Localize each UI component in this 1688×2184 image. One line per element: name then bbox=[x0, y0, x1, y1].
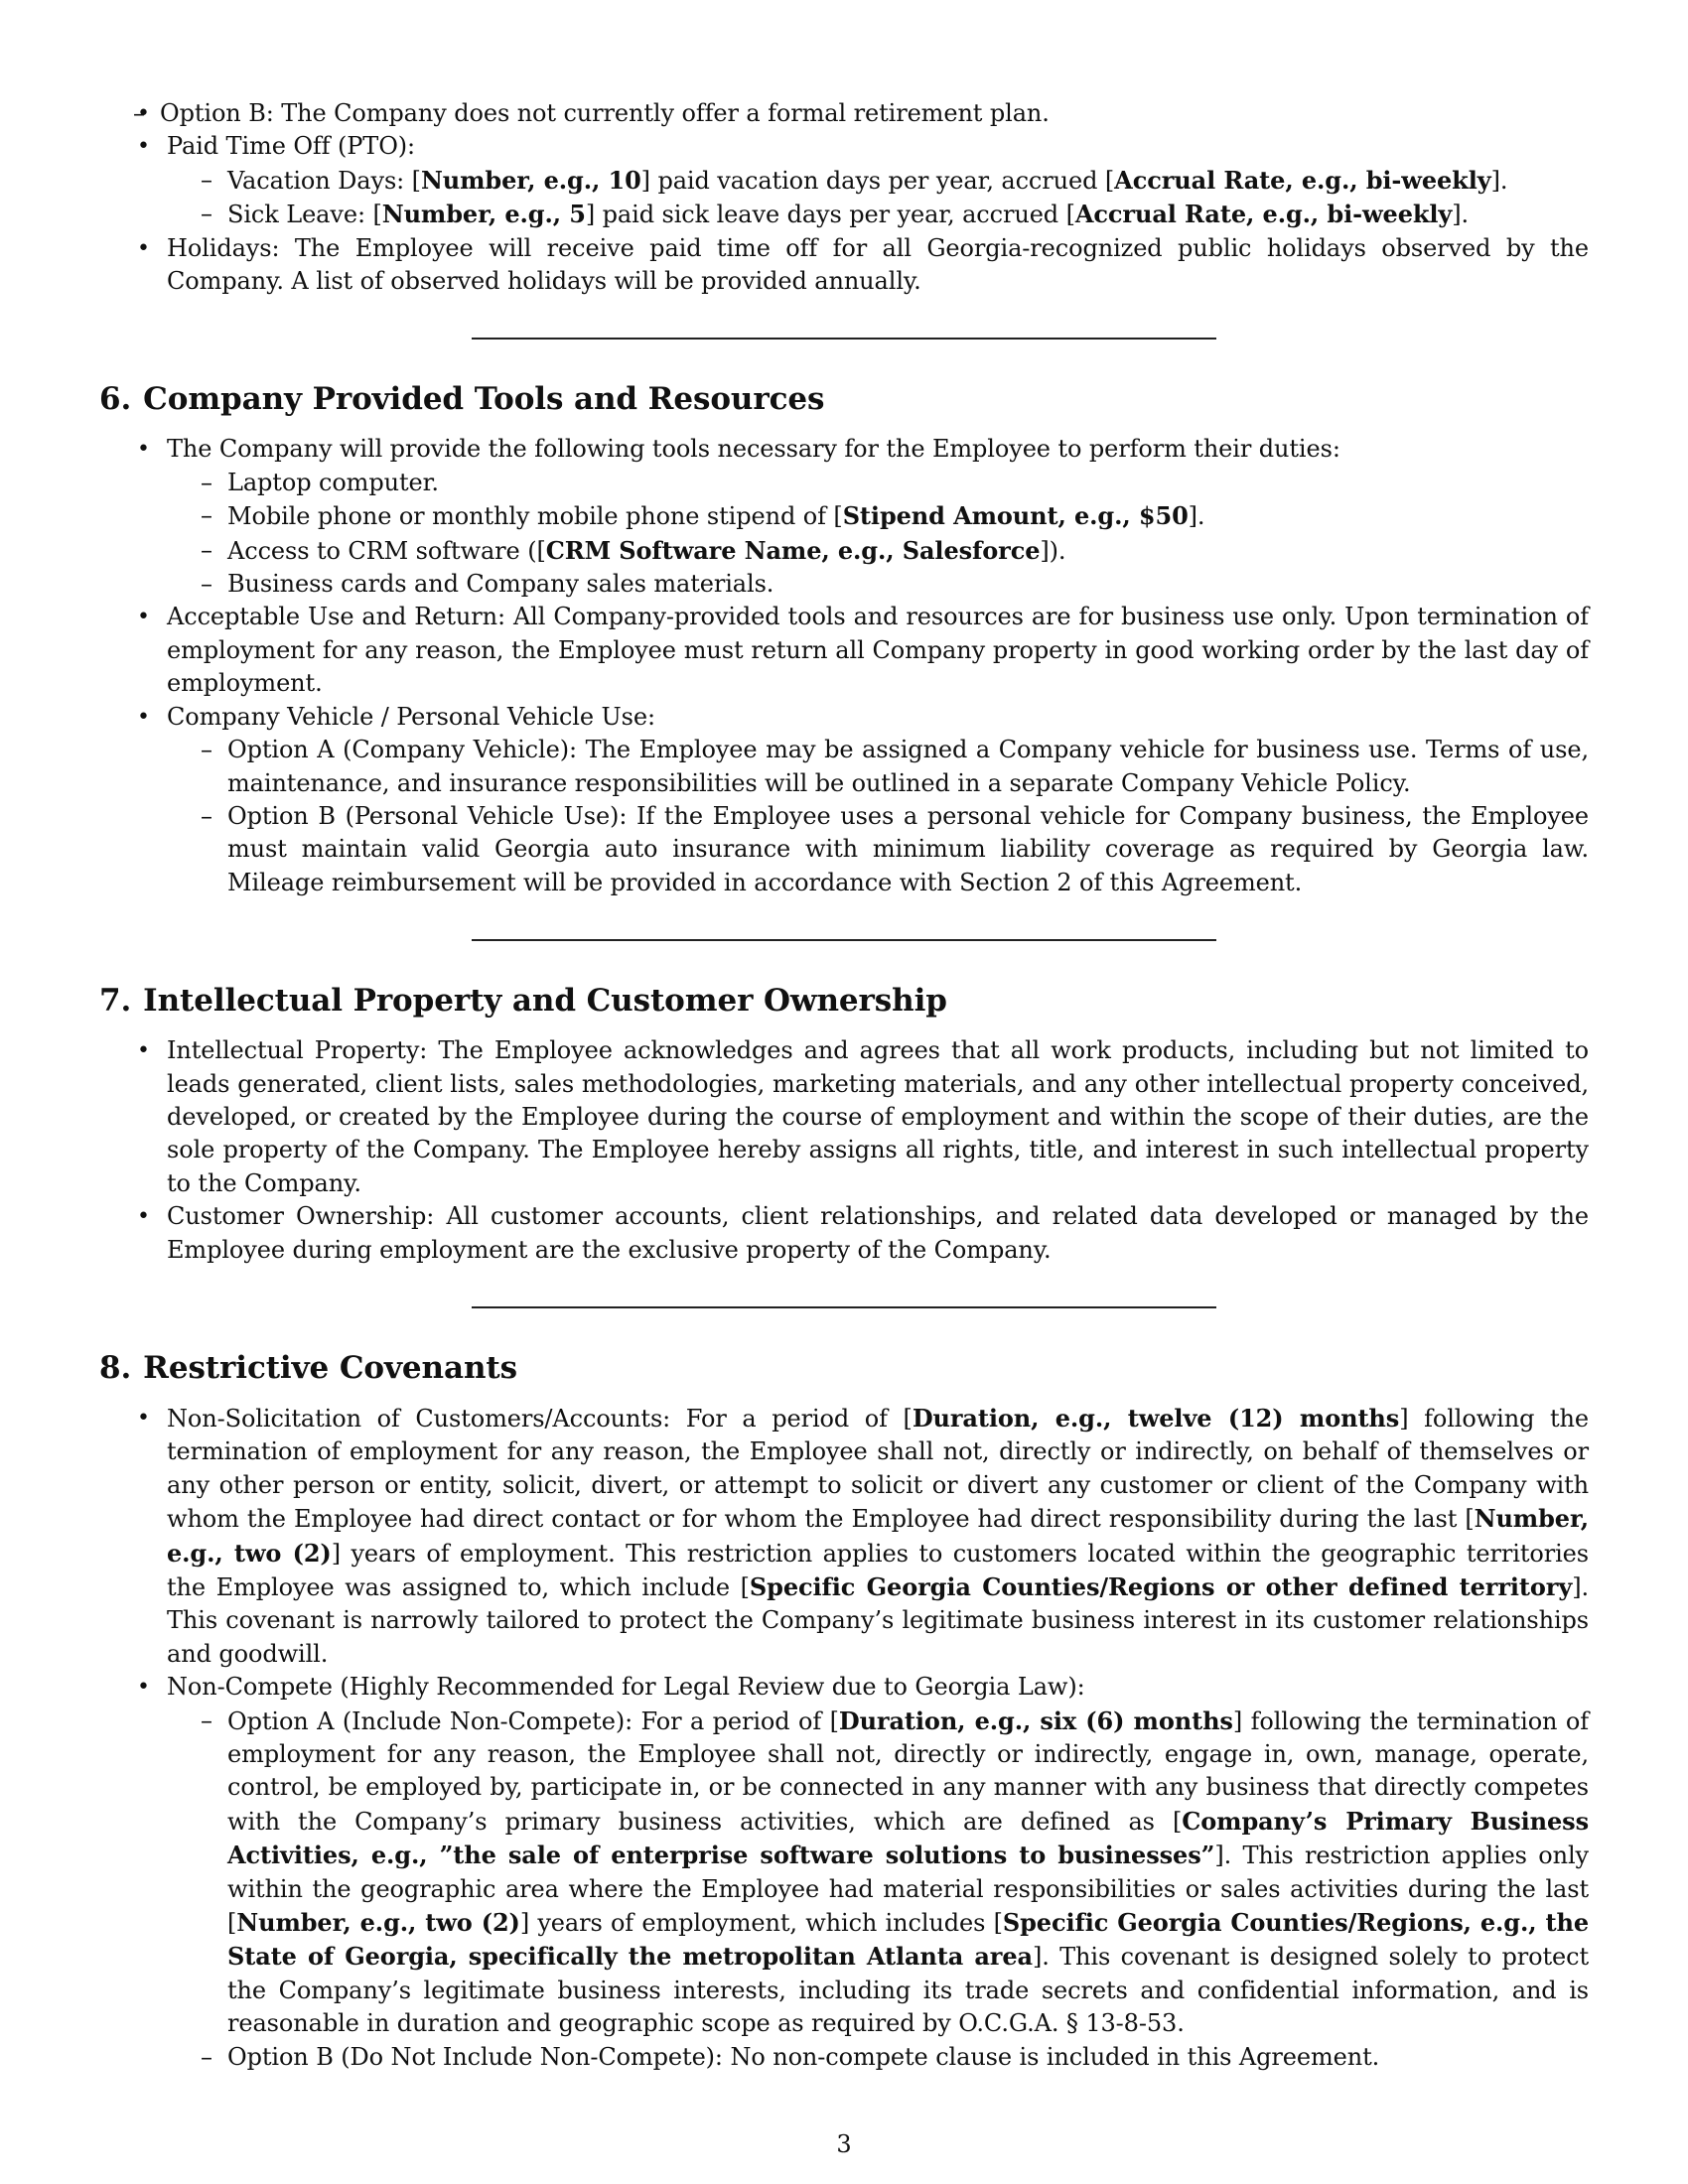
non-solicitation: • Non-Solicitation of Customers/Accounts: For a period of [Duration, e.g., twelve (12) months] following the termination of employment for any reason, the Employee shall not, directly or indirectly, on behalf of themselves or any other person or entity, solicit, divert, or attempt to solicit or divert any customer or client of the Company with whom the Employee had direct contact or for whom the Employee had direct responsibility during the last [Number, e.g., two (2)] years of employment. This restriction applies to customers located within the geographic territories the Employee was assigned to, which include [Specific Georgia Counties/Regions or other defined territory]. This covenant is narrowly tailored to protect the Company’s legitimate business interest in its customer relationships and goodwill. bbox=[99, 1402, 1589, 1671]
retirement-option-b: – • Option B: The Company does not currently offer a formal retirement plan. bbox=[99, 97, 1589, 130]
retirement-continuation bbox=[99, 97, 1589, 130]
vehicle-option-b: – Option B (Personal Vehicle Use): If the Employee uses a personal vehicle for Company business, the Employee must maintain valid Georgia auto insurance with minimum liability coverage as required by Georgia law. Mileage reimbursement will be provided in accordance with Section 2 of this Agreement. bbox=[167, 800, 1589, 899]
non-compete: • Non-Compete (Highly Recommended for Legal Review due to Georgia Law): – Option A (Include Non-Compete): For a period of [Duration, e.g., six (6) months] following the termination of employment for any reason, the Employee shall not, directly or indirectly, engage in, own, manage, operate, control, be employed by, participate in, or be connected in any manner with any business that directly competes with the Company’s primary business activities, which are defined as [Company’s Primary Business Activities, e.g., ”the sale of enterprise software solutions to businesses”]. This restriction applies only within the geographic area where the Employee had material responsibilities or sales activities during the last [Number, e.g., two (2)] years of employment, which includes [Specific Georgia Counties/Regions, e.g., the State of Georgia, specifically the metropolitan Atlanta area]. This covenant is designed solely to protect the Company’s legitimate business interests, including its trade secrets and confidential information, and is reasonable in duration and geographic scope as required by O.C.G.A. § 13-8-53. – Option B (Do Not Include Non-Compete): No non-compete clause is included in this Agreement. bbox=[99, 1671, 1589, 2074]
section-7-heading: 7. Intellectual Property and Customer Ownership bbox=[99, 983, 947, 1020]
tools-intro: • The Company will provide the following tools necessary for the Employee to perform their duties: – Laptop computer. – Mobile phone or monthly mobile phone stipend of [Stipend Amount, e.g., $50]. – Access to CRM software ([CRM Software Name, e.g., Salesforce]). – Business cards and Company sales materials. bbox=[99, 433, 1589, 601]
section-6-heading: 6. Company Provided Tools and Resources bbox=[99, 381, 825, 418]
tool-business-cards: – Business cards and Company sales materials. bbox=[167, 568, 1589, 601]
document-body bbox=[99, 97, 1589, 2074]
vacation-days: – Vacation Days: [Number, e.g., 10] paid vacation days per year, accrued [Accrual Rate, e.g., bi-weekly]. bbox=[167, 164, 1589, 198]
sick-leave: – Sick Leave: [Number, e.g., 5] paid sick leave days per year, accrued [Accrual Rate, e.g., bi-weekly]. bbox=[167, 198, 1589, 231]
customer-ownership: • Customer Ownership: All customer accounts, client relationships, and related data developed or managed by the Employee during employment are the exclusive property of the Company. bbox=[99, 1200, 1589, 1267]
tool-laptop: – Laptop computer. bbox=[167, 467, 1589, 499]
section-6-list bbox=[99, 433, 1589, 899]
intellectual-property: • Intellectual Property: The Employee acknowledges and agrees that all work products, including but not limited to leads generated, client lists, sales methodologies, marketing materials, and any other intellectual property conceived, developed, or created by the Employee during the course of employment and within the scope of their duties, are the sole property of the Company. The Employee hereby assigns all rights, title, and interest in such intellectual property to the Company. bbox=[99, 1034, 1589, 1200]
non-compete-option-a: – Option A (Include Non-Compete): For a period of [Duration, e.g., six (6) months] following the termination of employment for any reason, the Employee shall not, directly or indirectly, engage in, own, manage, operate, control, be employed by, participate in, or be connected in any manner with any business that directly competes with the Company’s primary business activities, which are defined as [Company’s Primary Business Activities, e.g., ”the sale of enterprise software solutions to businesses”]. This restriction applies only within the geographic area where the Employee had material responsibilities or sales activities during the last [Number, e.g., two (2)] years of employment, which includes [Specific Georgia Counties/Regions, e.g., the State of Georgia, specifically the metropolitan Atlanta area]. This covenant is designed solely to protect the Company’s legitimate business interests, including its trade secrets and confidential information, and is reasonable in duration and geographic scope as required by O.C.G.A. § 13-8-53. bbox=[167, 1705, 1589, 2041]
section-7-list bbox=[99, 1034, 1589, 1267]
section-8-heading: 8. Restrictive Covenants bbox=[99, 1349, 517, 1386]
tool-crm: – Access to CRM software ([CRM Software Name, e.g., Salesforce]). bbox=[167, 534, 1589, 568]
section-divider bbox=[472, 338, 1216, 340]
tool-phone: – Mobile phone or monthly mobile phone stipend of [Stipend Amount, e.g., $50]. bbox=[167, 499, 1589, 533]
section-divider bbox=[472, 1306, 1216, 1308]
section-divider bbox=[472, 939, 1216, 941]
vehicle-use: • Company Vehicle / Personal Vehicle Use: – Option A (Company Vehicle): The Employee may be assigned a Company vehicle for business use. Terms of use, maintenance, and insurance responsibilities will be outlined in a separate Company Vehicle Policy. – Option B (Personal Vehicle Use): If the Employee uses a personal vehicle for Company business, the Employee must maintain valid Georgia auto insurance with minimum liability coverage as required by Georgia law. Mileage reimbursement will be provided in accordance with Section 2 of this Agreement. bbox=[99, 701, 1589, 899]
section-8-list bbox=[99, 1402, 1589, 2074]
page-number: 3 bbox=[836, 2130, 852, 2158]
holidays-item: • Holidays: The Employee will receive paid time off for all Georgia-recognized public holidays observed by the Company. A list of observed holidays will be provided annually. bbox=[99, 232, 1589, 299]
vehicle-option-a: – Option A (Company Vehicle): The Employee may be assigned a Company vehicle for business use. Terms of use, maintenance, and insurance responsibilities will be outlined in a separate Company Vehicle Policy. bbox=[167, 734, 1589, 800]
acceptable-use: • Acceptable Use and Return: All Company-provided tools and resources are for business use only. Upon termination of employment for any reason, the Employee must return all Company property in good working order by the last day of employment. bbox=[99, 601, 1589, 700]
benefits-list bbox=[99, 97, 1589, 298]
pto-item: • Paid Time Off (PTO): – Vacation Days: [Number, e.g., 10] paid vacation days per year, accrued [Accrual Rate, e.g., bi-weekly]. – Sick Leave: [Number, e.g., 5] paid sick leave days per year, accrued [Accrual Rate, e.g., bi-weekly]. bbox=[99, 130, 1589, 231]
non-compete-option-b: – Option B (Do Not Include Non-Compete): No non-compete clause is included in this Agreement. bbox=[167, 2041, 1589, 2074]
